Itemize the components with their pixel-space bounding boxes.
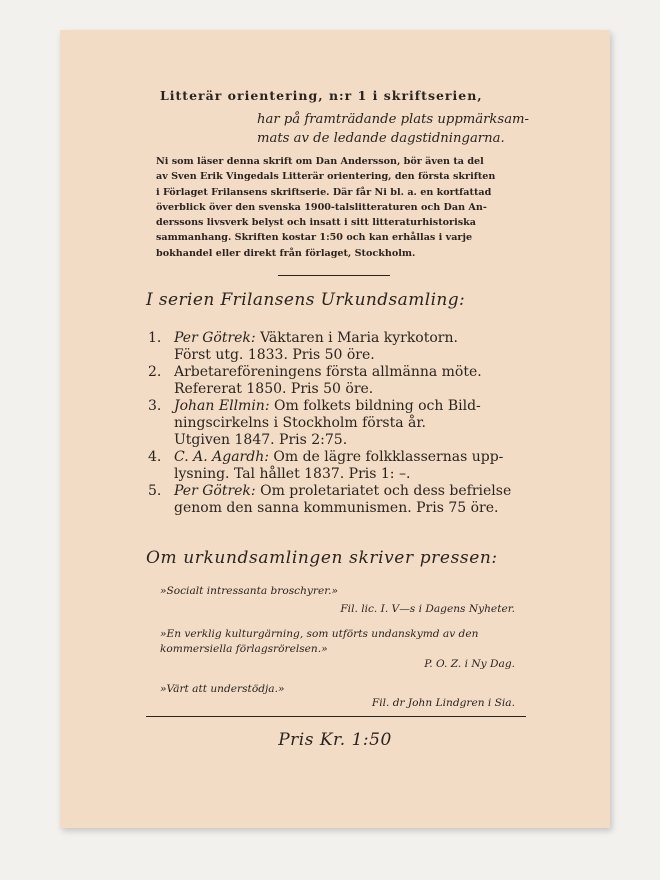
short-divider: [278, 275, 390, 276]
item-detail: ningscirkelns i Stockholm första år.: [174, 415, 426, 431]
price-label: Pris Kr. 1:50: [278, 730, 392, 750]
item-number: 1.: [148, 330, 162, 346]
item-title: Om folkets bildning och Bild-: [269, 398, 481, 414]
press-heading: Om urkundsamlingen skriver pressen:: [146, 548, 498, 568]
press-source-2: P. O. Z. i Ny Dag.: [424, 658, 515, 670]
promo-paragraph: [156, 154, 495, 261]
list-item: [148, 364, 511, 398]
list-item: [148, 449, 511, 483]
header-subtitle-line: har på framträdande plats uppmärksam-: [257, 112, 530, 127]
header-subtitle-line: mats av de ledande dagstidningarna.: [257, 131, 505, 146]
series-list: [148, 330, 511, 517]
long-divider: [146, 716, 526, 717]
item-author: C. A. Agardh:: [174, 449, 269, 465]
paragraph-line: Ni som läser denna skrift om Dan Andersson, bör även ta del: [156, 156, 484, 167]
header-title: Litterär orientering, n:r 1 i skriftserien,: [160, 88, 483, 103]
press-source-3: Fil. dr John Lindgren i Sia.: [371, 697, 515, 709]
press-source-1: Fil. lic. I. V—s i Dagens Nyheter.: [340, 603, 515, 615]
item-detail: Utgiven 1847. Pris 2:75.: [174, 432, 348, 448]
item-number: 3.: [148, 398, 162, 414]
paragraph-line: av Sven Erik Vingedals Litterär orientering, den första skriften: [156, 171, 496, 183]
paragraph-line: sammanhang. Skriften kostar 1:50 och kan erhållas i varje: [156, 232, 473, 244]
paragraph-line: överblick över den svenska 1900-talslitteraturen och Dan An-: [156, 201, 487, 213]
press-quote-1: »Socialt intressanta broschyrer.»: [160, 585, 339, 597]
list-item: [148, 483, 511, 517]
item-detail: Refererat 1850. Pris 50 öre.: [174, 381, 374, 397]
item-detail: lysning. Tal hållet 1837. Pris 1: –.: [174, 466, 411, 482]
list-item: [148, 398, 511, 449]
press-quote-2: »En verklig kulturgärning, som utförts undanskymd av den: [160, 628, 479, 640]
press-quote-2-cont: kommersiella förlagsrörelsen.»: [160, 643, 328, 655]
item-detail: Först utg. 1833. Pris 50 öre.: [174, 347, 375, 363]
item-author: Per Götrek:: [174, 330, 256, 346]
paragraph-line: i Förlaget Frilansens skriftserie. Där får Ni bl. a. en kortfattad: [156, 186, 492, 198]
item-author: Johan Ellmin:: [174, 398, 270, 414]
list-item: [148, 330, 511, 364]
paragraph-line: derssons livsverk belyst och insatt i sitt litteraturhistoriska: [156, 217, 477, 229]
item-detail: genom den sanna kommunismen. Pris 75 öre.: [174, 500, 499, 516]
item-author: Per Götrek:: [174, 483, 256, 499]
paragraph-line: bokhandel eller direkt från förlaget, Stockholm.: [156, 247, 416, 259]
header-subtitle: [257, 110, 529, 148]
item-number: 2.: [148, 364, 162, 380]
item-title: Om proletariatet och dess befrielse: [255, 483, 512, 499]
item-title: Om de lägre folkklassernas upp-: [268, 449, 504, 465]
item-number: 5.: [148, 483, 162, 499]
item-number: 4.: [148, 449, 162, 465]
series-heading: I serien Frilansens Urkundsamling:: [146, 290, 466, 310]
item-title: Väktaren i Maria kyrkotorn.: [255, 330, 458, 346]
press-quote-3: »Värt att understödja.»: [160, 683, 285, 695]
item-title: Arbetareföreningens första allmänna möte.: [174, 364, 482, 380]
booklet-back-cover: [60, 30, 610, 828]
